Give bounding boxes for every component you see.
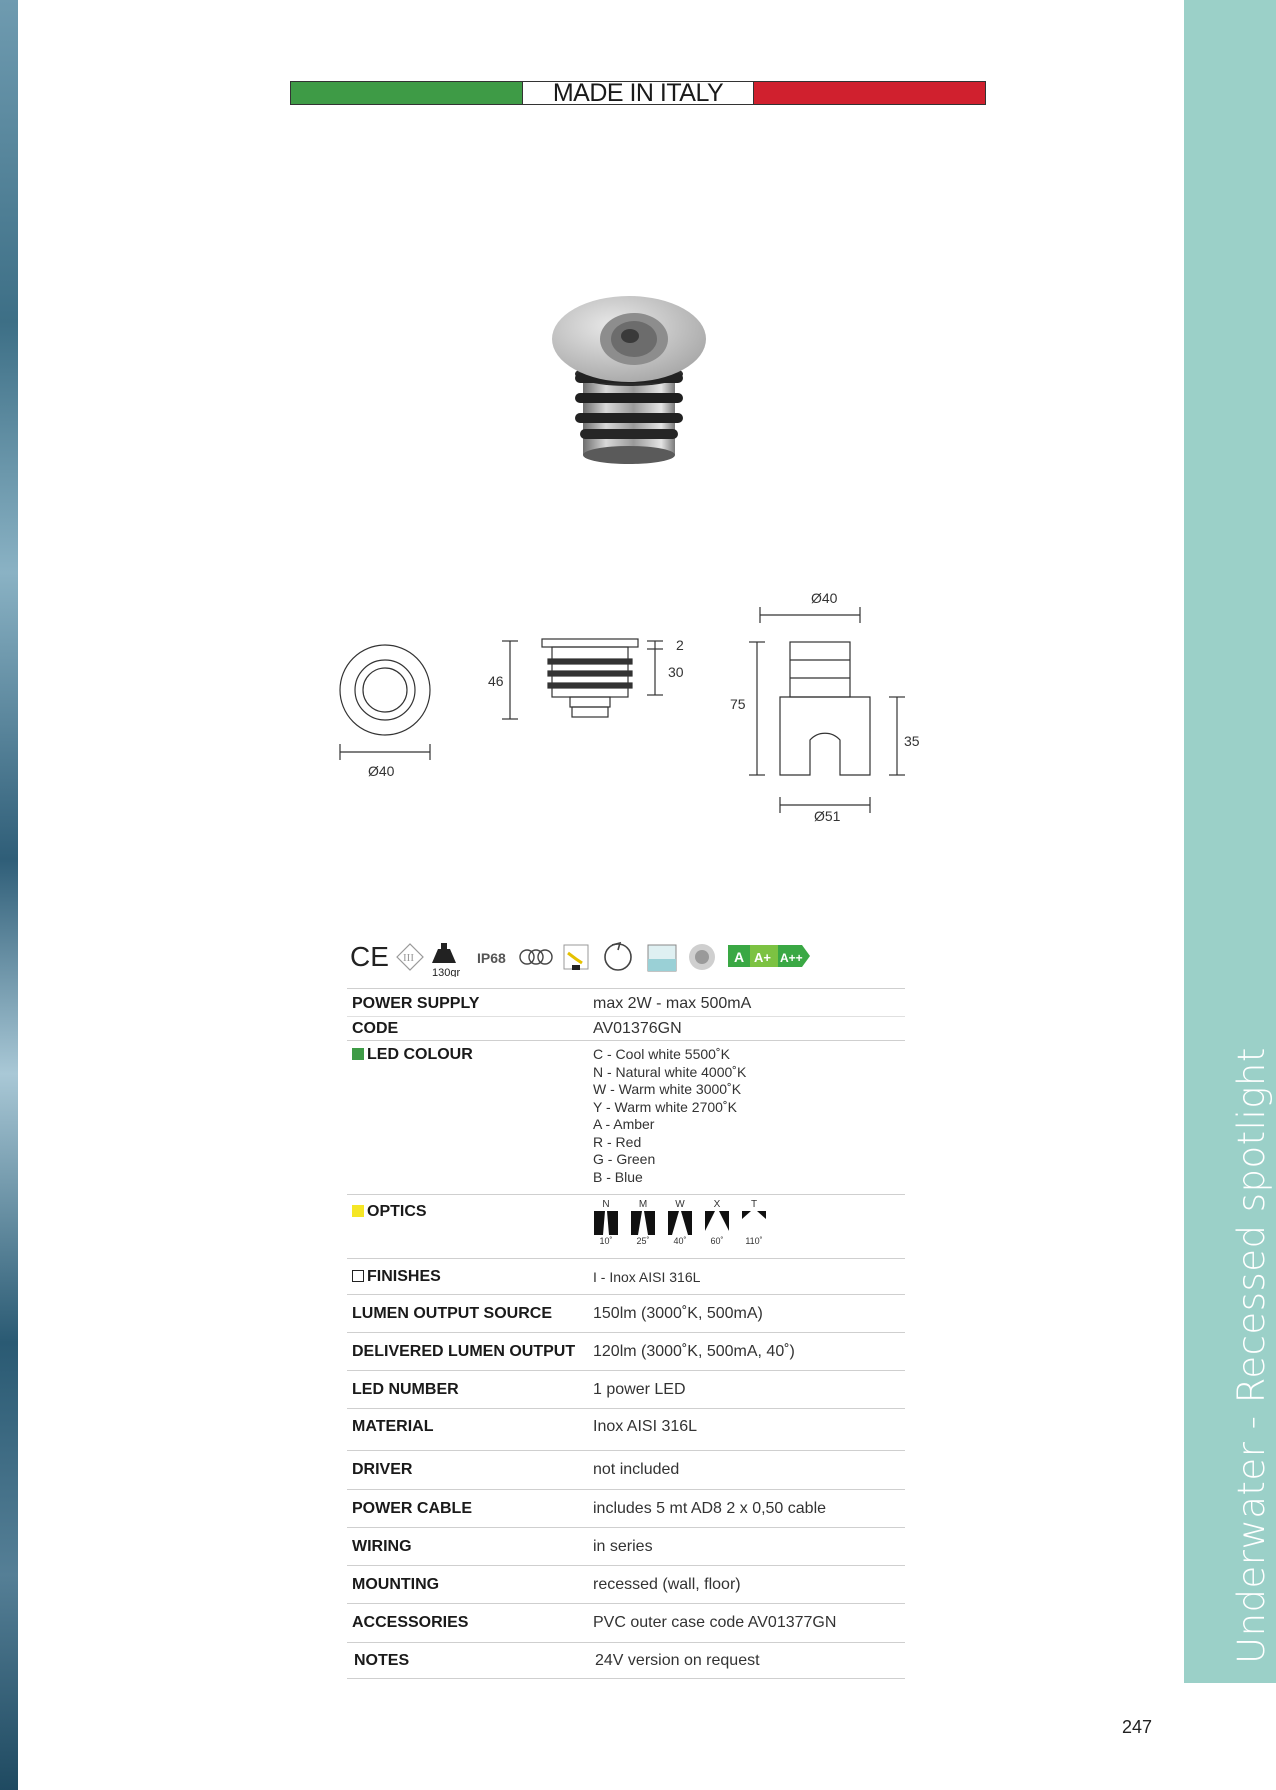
spec-row-accessories <box>347 1604 905 1643</box>
section-title: Underwater - Recessed spotlight <box>1230 1047 1273 1664</box>
optic-item <box>593 1199 619 1258</box>
optic-letter: T <box>750 1199 758 1210</box>
spec-value: AV01376GN <box>593 1019 682 1037</box>
optic-item <box>667 1199 693 1258</box>
yellow-square-icon <box>352 1205 364 1217</box>
spec-label: LED COLOUR <box>367 1046 473 1063</box>
spec-label-optics <box>347 1195 593 1258</box>
spec-value: I - Inox AISI 316L <box>593 1268 701 1285</box>
spec-row-mounting <box>347 1566 905 1604</box>
class-iii-label: III <box>403 952 414 964</box>
flag-green <box>291 82 522 104</box>
dim-top-view-diameter: Ø40 <box>368 763 395 779</box>
spec-row-driver <box>347 1451 905 1490</box>
spec-row-finishes <box>347 1259 905 1295</box>
spec-value: Inox AISI 316L <box>593 1418 698 1435</box>
energy-a-plus-plus: A++ <box>780 951 803 965</box>
beam-medium-icon <box>631 1211 655 1235</box>
optic-angle: 25˚ <box>636 1236 650 1246</box>
led-colour-option: B - Blue <box>593 1168 643 1185</box>
beam-wide-icon <box>668 1211 692 1235</box>
led-colour-option: R - Red <box>593 1133 642 1150</box>
beam-extra-wide-icon <box>705 1211 729 1235</box>
installation-icon <box>564 945 588 970</box>
spec-value: PVC outer case code AV01377GN <box>593 1614 837 1631</box>
dim-side-body: 30 <box>668 664 684 680</box>
spec-label: DRIVER <box>352 1461 413 1478</box>
optic-item <box>630 1199 656 1258</box>
optic-letter: W <box>675 1199 685 1210</box>
white-square-icon <box>352 1270 364 1282</box>
led-colour-option: C - Cool white 5500˚K <box>593 1046 730 1062</box>
spec-label: POWER SUPPLY <box>352 995 480 1012</box>
optic-angle: 110˚ <box>745 1236 763 1246</box>
made-in-italy-banner <box>290 81 986 105</box>
product-photo <box>550 295 710 470</box>
led-chip-icon <box>689 944 715 970</box>
led-colour-option: Y - Warm white 2700˚K <box>593 1098 737 1115</box>
spec-label: DELIVERED LUMEN OUTPUT <box>352 1342 576 1360</box>
spec-value: 150lm (3000˚K, 500mA) <box>593 1304 763 1322</box>
spec-row-lumen-delivered <box>347 1333 905 1371</box>
spec-label-led-colour <box>347 1046 593 1194</box>
optic-letter: M <box>638 1199 648 1210</box>
optic-item <box>741 1199 767 1258</box>
spec-value: 120lm (3000˚K, 500mA, 40˚) <box>593 1342 795 1360</box>
dim-case-top-diameter: Ø40 <box>811 590 838 606</box>
ce-mark: CE <box>350 941 389 972</box>
spec-row-wiring <box>347 1528 905 1566</box>
spec-label: WIRING <box>352 1537 412 1555</box>
rotation-icon <box>605 943 631 970</box>
rings-icon <box>520 950 552 964</box>
spec-row-optics <box>347 1195 905 1259</box>
banner-text: MADE IN ITALY <box>522 82 755 104</box>
technical-drawing <box>330 585 950 825</box>
spec-label: LUMEN OUTPUT SOURCE <box>352 1304 552 1322</box>
spec-row-code <box>347 1017 905 1041</box>
section-side-band <box>1184 0 1276 1683</box>
ip-rating-icon: IP68 <box>477 950 506 966</box>
led-colour-option: N - Natural white 4000˚K <box>593 1063 747 1080</box>
spec-row-power-supply <box>347 989 905 1017</box>
spec-label: POWER CABLE <box>352 1499 472 1517</box>
optic-letter: N <box>602 1199 610 1210</box>
spec-label: ACCESSORIES <box>352 1614 469 1631</box>
spec-label-finishes <box>347 1268 593 1286</box>
spec-label: CODE <box>352 1019 399 1037</box>
led-colour-option: A - Amber <box>593 1116 655 1132</box>
dim-side-height: 46 <box>488 673 504 689</box>
spec-label: OPTICS <box>367 1203 427 1220</box>
flag-red <box>754 82 985 104</box>
spec-row-lumen-source <box>347 1295 905 1333</box>
optic-angle: 60˚ <box>710 1236 724 1246</box>
dim-case-height: 75 <box>730 696 746 712</box>
energy-class-icon <box>728 945 810 967</box>
green-square-icon <box>352 1048 364 1060</box>
optic-angle: 40˚ <box>673 1236 687 1246</box>
beam-narrow-icon <box>594 1211 618 1235</box>
spec-label: LED NUMBER <box>352 1380 459 1398</box>
energy-a-plus: A+ <box>754 950 771 965</box>
spec-label: NOTES <box>354 1651 410 1669</box>
certification-icons <box>350 937 820 977</box>
optics-list <box>593 1195 905 1258</box>
spec-label: MATERIAL <box>352 1418 434 1435</box>
spec-row-led-number <box>347 1371 905 1409</box>
led-colour-option: G - Green <box>593 1151 656 1167</box>
spec-label: FINISHES <box>367 1267 441 1285</box>
water-icon <box>648 945 676 971</box>
spec-value: 1 power LED <box>593 1380 686 1398</box>
spec-value: not included <box>593 1461 680 1478</box>
led-colour-option: W - Warm white 3000˚K <box>593 1081 742 1097</box>
spec-row-power-cable <box>347 1490 905 1528</box>
spec-row-led-colour <box>347 1041 905 1195</box>
dim-case-base-height: 35 <box>904 733 920 749</box>
weight-label: 130gr <box>432 967 461 977</box>
optic-item <box>704 1199 730 1258</box>
page-number: 247 <box>1122 1717 1153 1737</box>
dim-side-flange: 2 <box>676 637 684 653</box>
optic-angle: 10˚ <box>599 1236 613 1246</box>
spec-table <box>347 988 905 1679</box>
energy-a: A <box>734 949 745 965</box>
dim-case-base-diameter: Ø51 <box>814 808 841 824</box>
left-edge-photo-strip <box>0 0 18 1790</box>
spec-label: MOUNTING <box>352 1575 440 1593</box>
spec-row-notes <box>347 1643 905 1679</box>
weight-icon <box>432 943 460 977</box>
optic-letter: X <box>713 1199 721 1210</box>
beam-flood-icon <box>742 1211 766 1235</box>
class-iii-icon <box>397 944 423 970</box>
spec-value: 24V version on request <box>595 1651 760 1669</box>
spec-value: in series <box>593 1537 653 1555</box>
spec-row-material <box>347 1409 905 1451</box>
led-colour-list <box>593 1046 905 1194</box>
spec-value: includes 5 mt AD8 2 x 0,50 cable <box>593 1499 827 1517</box>
spec-value: recessed (wall, floor) <box>593 1575 741 1593</box>
spec-value: max 2W - max 500mA <box>593 995 752 1012</box>
